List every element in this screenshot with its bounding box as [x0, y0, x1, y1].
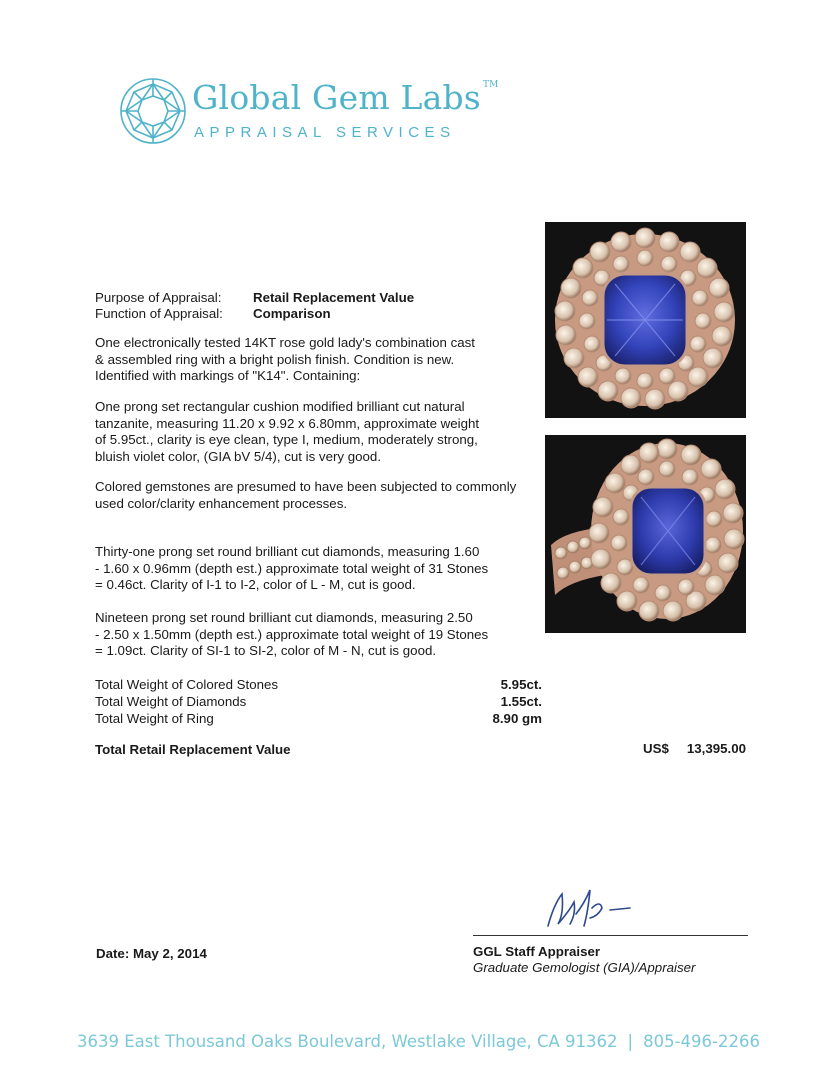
- retail-value-label: Total Retail Replacement Value: [95, 742, 291, 757]
- total-colored-stones-label: Total Weight of Colored Stones: [95, 677, 279, 692]
- ring-top-view-image: [545, 222, 746, 418]
- total-diamonds-label: Total Weight of Diamonds: [95, 694, 247, 709]
- tanzanite-description: One prong set rectangular cushion modified brilliant cut natural tanzanite, measuring 11.20 x 9.92 x 6.80mm, approximate weight of 5.95ct., clarity is eye clean, type I, medium, moderately strong, bluish violet color, (GIA bV 5/4), cut is very good.: [95, 399, 480, 464]
- ring-photo-top: [545, 222, 746, 418]
- function-value: Comparison: [253, 306, 331, 321]
- purpose-value: Retail Replacement Value: [253, 290, 415, 305]
- footer-address: 3639 East Thousand Oaks Boulevard, Westlake Village, CA 91362: [76, 1032, 618, 1051]
- diamonds-31-description: Thirty-one prong set round brilliant cut diamonds, measuring 1.60 - 1.60 x 0.96mm (depth est.) approximate total weight of 31 Stones = 0.46ct. Clarity of I-1 to I-2, color of L - M, cut is good.: [95, 544, 489, 592]
- retail-amount: 13,395.00: [686, 741, 746, 756]
- brand-name: Global Gem Labs ™: [192, 78, 499, 117]
- total-ring-weight-label: Total Weight of Ring: [95, 711, 214, 726]
- signature-line: [473, 935, 748, 936]
- enhancement-notice: Colored gemstones are presumed to have been subjected to commonly used color/clarity enhancement processes.: [95, 479, 517, 511]
- footer-phone: 805-496-2266: [643, 1032, 760, 1051]
- total-colored-stones-value: 5.95ct.: [500, 677, 542, 692]
- appraiser-signature: [540, 884, 650, 934]
- function-label: Function of Appraisal:: [95, 306, 223, 321]
- appraiser-title: GGL Staff Appraiser: [473, 944, 601, 959]
- gem-logo-icon: [118, 76, 188, 146]
- retail-currency: US$: [643, 741, 669, 756]
- brand-trademark: TM: [482, 80, 499, 90]
- brand-subtitle: APPRAISAL SERVICES: [194, 124, 456, 141]
- ring-photo-side: [545, 435, 746, 633]
- appraisal-date: Date: May 2, 2014: [96, 946, 207, 961]
- ring-description: One electronically tested 14KT rose gold lady's combination cast & assembled ring with a bright polish finish. Condition is new. Identified with markings of "K14". Containing:: [95, 335, 475, 383]
- appraiser-credential: Graduate Gemologist (GIA)/Appraiser: [473, 960, 696, 975]
- total-ring-weight-value: 8.90 gm: [492, 711, 542, 726]
- ring-side-view-image: [545, 435, 746, 633]
- purpose-label: Purpose of Appraisal:: [95, 290, 222, 305]
- footer-separator: |: [627, 1032, 634, 1051]
- footer-contact: [0, 1032, 837, 1051]
- diamonds-19-description: Nineteen prong set round brilliant cut diamonds, measuring 2.50 - 2.50 x 1.50mm (depth est.) approximate total weight of 19 Stones = 1.09ct. Clarity of SI-1 to SI-2, color of M - N, cut is good.: [95, 610, 489, 658]
- total-diamonds-value: 1.55ct.: [500, 694, 542, 709]
